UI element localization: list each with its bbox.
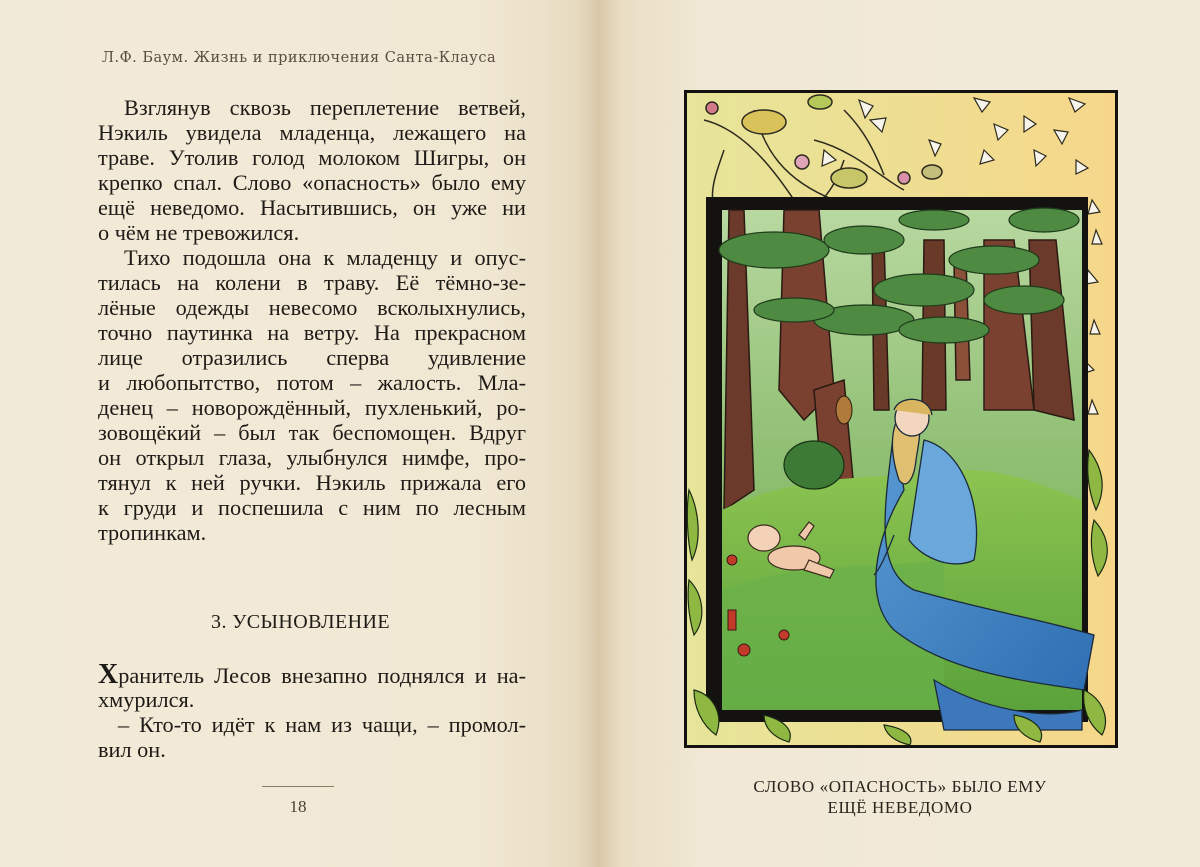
caption-line: ЕЩЁ НЕВЕДОМО: [827, 798, 973, 817]
text-line: он открыл глаза, улыбнулся нимфе, про-: [98, 445, 526, 470]
text-line: Нэкиль увидела младенца, лежащего на: [98, 120, 526, 145]
text-line: [98, 95, 526, 120]
text-line: [98, 245, 526, 270]
text-line: тропинкам.: [98, 520, 207, 545]
text-line: крепко спал. Слово «опасность» было ему: [98, 170, 526, 195]
text-line: лице отразились сперва удивление: [98, 345, 526, 370]
text-line: лёные одежды невесомо всколыхнулись,: [98, 295, 526, 320]
forest-illustration: [684, 90, 1118, 748]
text-line: тянул к ней ручки. Нэкиль прижала его: [98, 470, 526, 495]
body-text: [98, 95, 526, 545]
text-line: зовощёкий – был так беспомощен. Вдруг: [98, 420, 526, 445]
text-line: хмурился.: [98, 687, 195, 712]
dropcap: Х: [98, 659, 119, 690]
running-head: Л.Ф. Баум. Жизнь и приключения Санта-Клауса: [101, 50, 497, 66]
bush: [784, 441, 844, 489]
text-line: денец – новорождённый, пухленький, ро-: [98, 395, 526, 420]
left-page: [0, 0, 598, 867]
text-line: о чём не тревожился.: [98, 220, 300, 245]
text-line: вил он.: [98, 737, 166, 762]
text-line-content: – Кто-то идёт к нам из чащи, – промол-: [118, 712, 526, 737]
text-line: к груди и поспешила с ним по лесным: [98, 495, 526, 520]
text-line-content: ранитель Лесов внезапно поднялся и на-: [118, 663, 526, 688]
text-line: тилась на колени в траву. Её тёмно-зе-: [98, 270, 526, 295]
chapter-title: 3. УСЫНОВЛЕНИЕ: [211, 611, 390, 633]
text-line: и любопытство, потом – жалость. Мла-: [98, 370, 526, 395]
folio-rule: [262, 786, 334, 787]
page-number: 18: [289, 797, 307, 816]
fox: [836, 396, 852, 424]
text-line-content: Взглянув сквозь переплетение ветвей,: [124, 95, 526, 120]
text-line: траве. Утолив голод молоком Шигры, он: [98, 145, 526, 170]
caption-line: СЛОВО «ОПАСНОСТЬ» БЫЛО ЕМУ: [753, 777, 1047, 796]
chapter-text: [98, 659, 526, 762]
text-line: точно паутинка на ветру. На прекрасном: [98, 320, 526, 345]
text-line: [98, 659, 526, 690]
text-line: ещё неведомо. Насытившись, он уже ни: [98, 195, 526, 220]
illustration-caption: [700, 776, 1100, 818]
text-line: [98, 712, 526, 737]
text-line-content: Тихо подошла она к младенцу и опус-: [124, 245, 526, 270]
